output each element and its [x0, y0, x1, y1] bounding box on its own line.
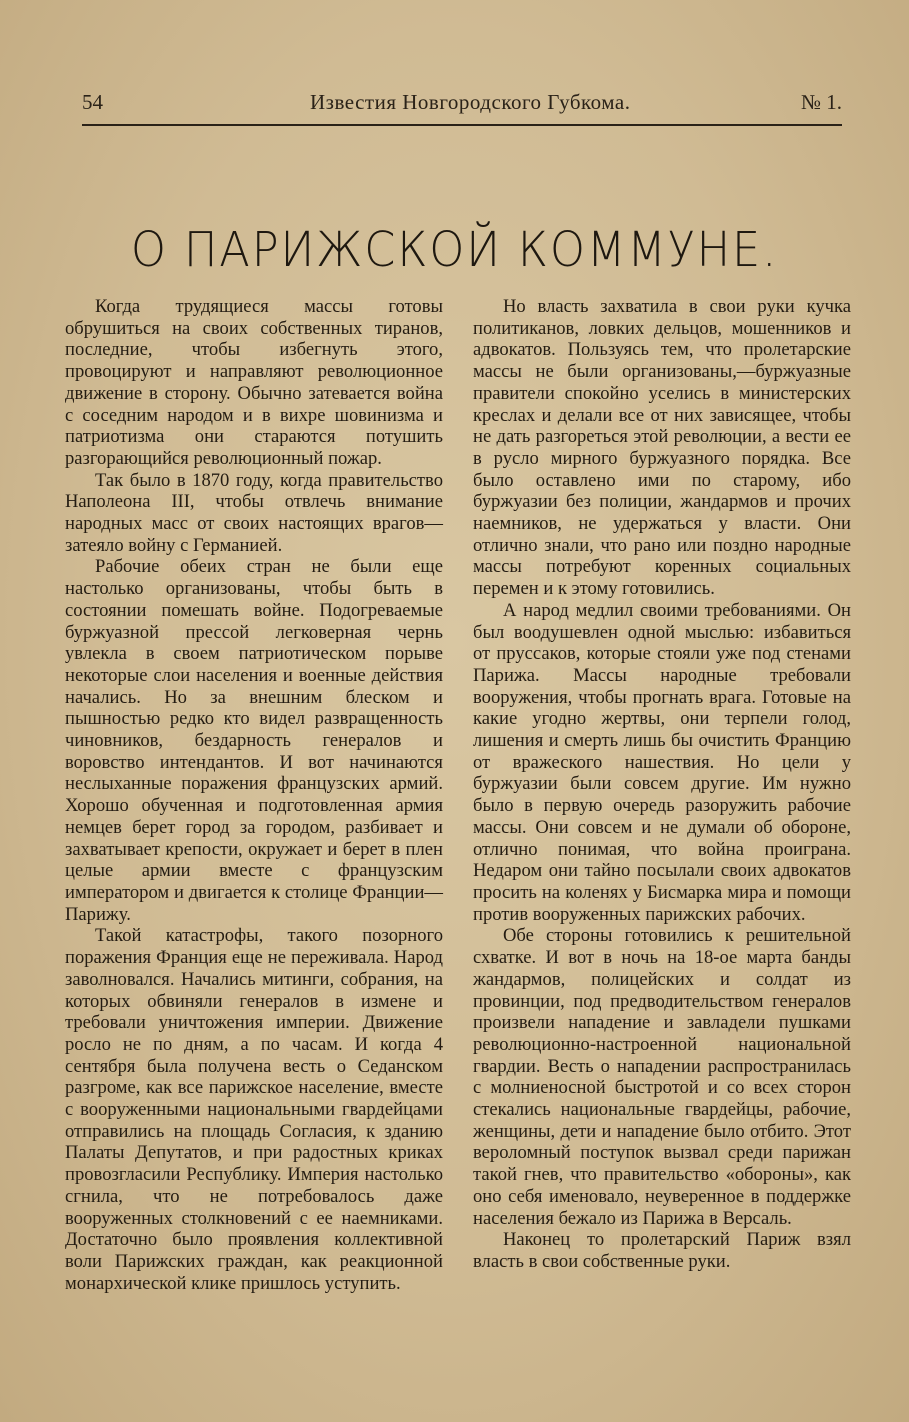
paragraph: Обе стороны готовились к решительной схватке. И вот в ночь на 18-ое марта банды жандармов, полицейских и солдат из провинции, под предводительством генералов произвели нападение и завладели пушками революционно-настроенной национальной гвардии. Весть о нападении распространилась с молниеносной быстротой и со всех сторон стекались национальные гвардейцы, рабочие, женщины, дети и нападение было отбито. Этот вероломный поступок вызвал среди парижан такой гнев, что правительство «обороны», как оно себя именовало, неуверенное в поддержке населения бежало из Парижа в Версаль.: [473, 925, 851, 1229]
paragraph: Такой катастрофы, такого позорного поражения Франция еще не переживала. Народ заволновался. Начались митинги, собрания, на которых обвиняли генералов в измене и требовали уничтожения империи. Движение росло не по дням, а по часам. И когда 4 сентября была получена весть о Седанском разгроме, как все парижское население, вместе с вооруженными национальными гвардейцами отправились на площадь Согласия, к зданию Палаты Депутатов, и при радостных криках провозгласили Республику. Империя настолько сгнила, что не потребовалось даже вооруженных столкновений с ее наемниками. Достаточно было проявления коллективной воли Парижских граждан, как реакционной монархической клике пришлось уступить.: [65, 925, 443, 1294]
article-title: О ПАРИЖСКОЙ КОММУНЕ.: [130, 222, 779, 278]
paragraph: Когда трудящиеся массы готовы обрушиться на своих собственных тиранов, последние, чтобы избегнуть этого, провоцируют и направляют революционное движение в сторону. Обычно затевается война с соседним народом и в вихре шовинизма и патриотизма они стараются потушить разгорающийся революционный пожар.: [65, 296, 443, 469]
page-header: [82, 90, 842, 124]
page-number: 54: [82, 90, 103, 114]
right-column: [473, 296, 851, 1273]
header-rule: [82, 124, 842, 126]
paragraph: Рабочие обеих стран не были еще настолько организованы, чтобы быть в состоянии помешать войне. Подогреваемые буржуазной прессой легковерная чернь увлекла в своем патриотическом порыве некоторые слои населения и военные действия начались. Но за внешним блеском и пышностью редко кто видел развращенность чиновников, бездарность генералов и воровство интендантов. И вот начинаются неслыханные поражения французских армий. Хорошо обученная и подготовленная армия немцев берет город за городом, разбивает и захватывает крепости, окружает и берет в плен целые армии вместе с французским императором и двигается к столице Франции—Парижу.: [65, 556, 443, 925]
paragraph: Наконец то пролетарский Париж взял власть в свои собственные руки.: [473, 1229, 851, 1272]
left-column: [65, 296, 443, 1294]
issue-number: № 1.: [800, 90, 842, 114]
paragraph: Но власть захватила в свои руки кучка политиканов, ловких дельцов, мошенников и адвокатов. Пользуясь тем, что пролетарские массы не были организованы,—буржуазные правители спокойно уселись в министерских креслах и делали все от них зависящее, чтобы не дать разгореться этой революции, а вести ее в русло мирного буржуазного порядка. Все было оставлено ими по старому, ибо буржуазии без полиции, жандармов и прочих наемников, не удержаться у власти. Они отлично знали, что рано или поздно народные массы потребуют коренных социальных перемен и к этому готовились.: [473, 296, 851, 600]
paragraph: Так было в 1870 году, когда правительство Наполеона III, чтобы отвлечь внимание народных масс от своих настоящих врагов—затеяло войну с Германией.: [65, 469, 443, 556]
journal-title: Известия Новгородского Губкома.: [310, 90, 631, 114]
paragraph: А народ медлил своими требованиями. Он был воодушевлен одной мыслью: избавиться от пруссаков, которые стояли уже под стенами Парижа. Массы народные требовали вооружения, чтобы прогнать врага. Готовые на какие угодно жертвы, они терпели голод, лишения и смерть лишь бы очистить Францию от вражеского нашествия. Но цели у буржуазии были совсем другие. Им нужно было в первую очередь разоружить рабочие массы. Они совсем и не думали об обороне, отлично понимая, что война проиграна. Недаром они тайно посылали своих адвокатов просить на коленях у Бисмарка мира и помощи против вооруженных парижских рабочих.: [473, 599, 851, 925]
